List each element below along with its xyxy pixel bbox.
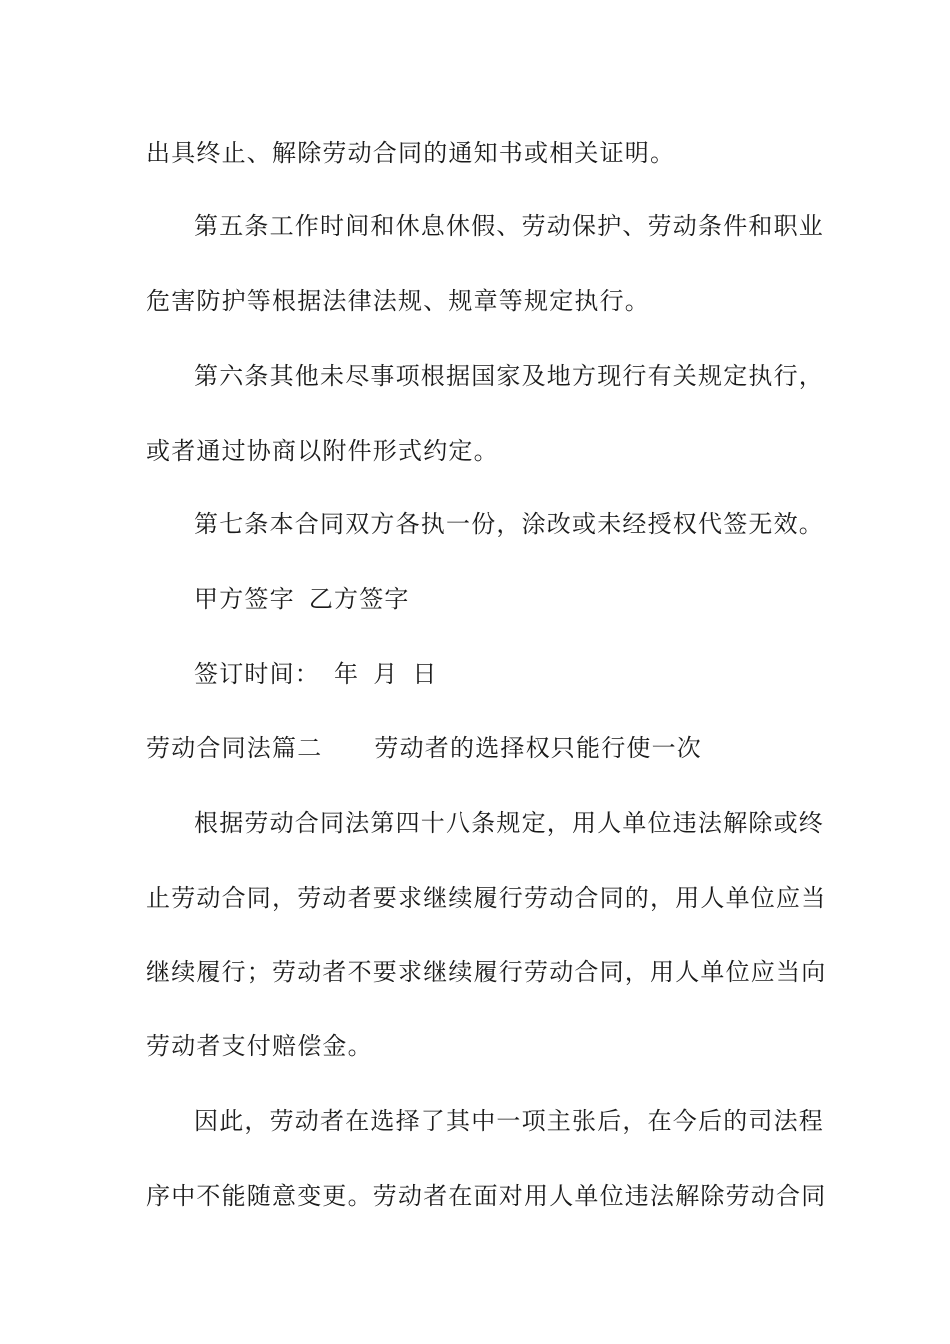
party-b-signature-label: 乙方签字 xyxy=(308,585,410,613)
sign-date-label: 签订时间： xyxy=(194,660,320,688)
paragraph-2-line-2: 危害防护等根据法律法规、规章等规定执行。 xyxy=(146,287,650,315)
paragraph-4-line-1: 第七条本合同双方各执一份，涂改或未经授权代签无效。 xyxy=(194,510,824,538)
section-2-name: 劳动合同法篇二 xyxy=(146,734,323,762)
section-2-heading xyxy=(146,733,826,763)
sign-date-year: 年 xyxy=(334,660,360,688)
paragraph-5-line-2: 止劳动合同，劳动者要求继续履行劳动合同的，用人单位应当 xyxy=(146,884,827,912)
paragraph-5-line-3: 继续履行；劳动者不要求继续履行劳动合同，用人单位应当向 xyxy=(146,958,827,986)
paragraph-5-line-4: 劳动者支付赔偿金。 xyxy=(146,1032,373,1060)
paragraph-5-line-1: 根据劳动合同法第四十八条规定，用人单位违法解除或终 xyxy=(194,809,824,837)
paragraph-2-line-1: 第五条工作时间和休息休假、劳动保护、劳动条件和职业 xyxy=(194,212,824,240)
paragraph-1-line-1: 出具终止、解除劳动合同的通知书或相关证明。 xyxy=(146,139,676,167)
party-a-signature-label: 甲方签字 xyxy=(194,585,295,613)
paragraph-6-line-2: 序中不能随意变更。劳动者在面对用人单位违法解除劳动合同 xyxy=(146,1182,827,1210)
paragraph-6-line-1: 因此，劳动者在选择了其中一项主张后，在今后的司法程 xyxy=(194,1107,824,1135)
sign-date-day: 日 xyxy=(412,660,438,688)
paragraph-3-line-1: 第六条其他未尽事项根据国家及地方现行有关规定执行， xyxy=(194,362,824,390)
sign-date-month: 月 xyxy=(373,660,399,688)
section-2-title: 劳动者的选择权只能行使一次 xyxy=(374,734,703,762)
sign-date-line xyxy=(194,659,874,689)
signature-line xyxy=(194,584,874,614)
paragraph-3-line-2: 或者通过协商以附件形式约定。 xyxy=(146,437,499,465)
